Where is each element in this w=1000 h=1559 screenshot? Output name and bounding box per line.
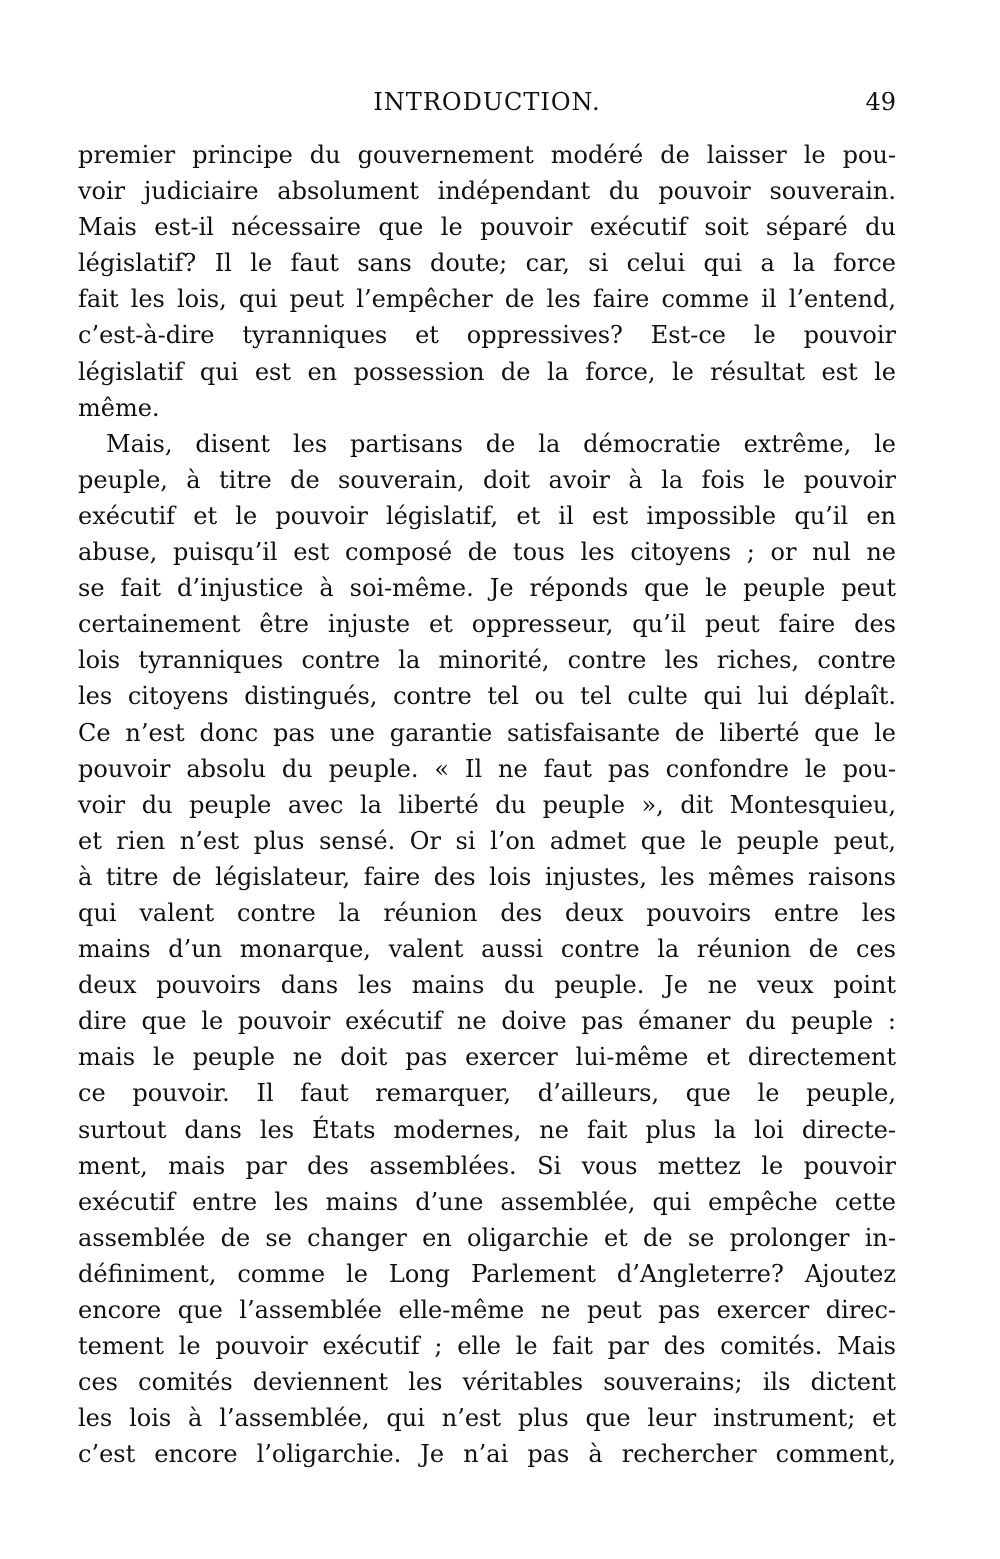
- text-line: voir du peuple avec la liberté du peuple », dit Montesquieu,: [78, 790, 896, 819]
- text-line: ment, mais par des assemblées. Si vous mettez le pouvoir: [78, 1151, 896, 1180]
- text-line: les citoyens distingués, contre tel ou tel culte qui lui déplaît.: [78, 682, 896, 711]
- text-line: c’est-à-dire tyranniques et oppressives? Est-ce le pouvoir: [78, 321, 896, 350]
- text-line: Ce n’est donc pas une garantie satisfaisante de liberté que le: [78, 718, 896, 747]
- text-line: exécutif entre les mains d’une assemblée, qui empêche cette: [78, 1187, 896, 1216]
- text-line: premier principe du gouvernement modéré de laisser le pou-: [78, 141, 896, 169]
- text-line: tement le pouvoir exécutif ; elle le fait par des comités. Mais: [78, 1332, 896, 1361]
- text-line: surtout dans les États modernes, ne fait plus la loi directe-: [78, 1115, 896, 1144]
- text-line: définiment, comme le Long Parlement d’Angleterre? Ajoutez: [78, 1259, 896, 1288]
- text-line: deux pouvoirs dans les mains du peuple. Je ne veux point: [78, 971, 896, 1000]
- body-text: [78, 137, 896, 1472]
- text-line: dire que le pouvoir exécutif ne doive pas émaner du peuple :: [78, 1007, 896, 1036]
- text-line: législatif qui est en possession de la force, le résultat est le: [78, 357, 896, 386]
- text-line: qui valent contre la réunion des deux pouvoirs entre les: [78, 898, 896, 927]
- text-line: encore que l’assemblée elle-même ne peut pas exercer direc-: [78, 1296, 896, 1324]
- text-line: certainement être injuste et oppresseur, qu’il peut faire des: [78, 610, 896, 639]
- text-line: exécutif et le pouvoir législatif, et il est impossible qu’il en: [78, 501, 896, 530]
- text-line: c’est encore l’oligarchie. Je n’ai pas à rechercher comment,: [78, 1440, 896, 1469]
- text-line: ce pouvoir. Il faut remarquer, d’ailleurs, que le peuple,: [78, 1079, 896, 1108]
- page-number: 49: [865, 88, 896, 116]
- text-line: les lois à l’assemblée, qui n’est plus que leur instrument; et: [78, 1404, 896, 1433]
- running-title: INTRODUCTION.: [373, 88, 601, 116]
- text-line: mais le peuple ne doit pas exercer lui-même et directement: [78, 1043, 896, 1072]
- text-line: même.: [78, 393, 160, 422]
- text-line: à titre de législateur, faire des lois injustes, les mêmes raisons: [78, 862, 896, 891]
- page-header: [78, 84, 896, 124]
- text-line: ces comités deviennent les véritables souverains; ils dictent: [78, 1368, 896, 1397]
- text-line: mains d’un monarque, valent aussi contre la réunion de ces: [78, 935, 896, 964]
- text-line: se fait d’injustice à soi-même. Je réponds que le peuple peut: [78, 574, 896, 603]
- text-line: peuple, à titre de souverain, doit avoir à la fois le pouvoir: [78, 465, 896, 494]
- text-line: lois tyranniques contre la minorité, contre les riches, contre: [78, 646, 896, 675]
- text-line: assemblée de se changer en oligarchie et de se prolonger in-: [78, 1223, 896, 1252]
- text-line: Mais est-il nécessaire que le pouvoir exécutif soit séparé du: [78, 213, 896, 242]
- text-line: abuse, puisqu’il est composé de tous les citoyens ; or nul ne: [78, 538, 896, 567]
- text-line: fait les lois, qui peut l’empêcher de les faire comme il l’entend,: [78, 285, 896, 314]
- text-line: voir judiciaire absolument indépendant du pouvoir souverain.: [78, 177, 896, 206]
- text-line: Mais, disent les partisans de la démocratie extrême, le: [106, 429, 896, 458]
- text-line: pouvoir absolu du peuple. « Il ne faut pas confondre le pou-: [78, 754, 896, 783]
- text-line: législatif? Il le faut sans doute; car, si celui qui a la force: [78, 249, 896, 278]
- text-line: et rien n’est plus sensé. Or si l’on admet que le peuple peut,: [78, 826, 896, 855]
